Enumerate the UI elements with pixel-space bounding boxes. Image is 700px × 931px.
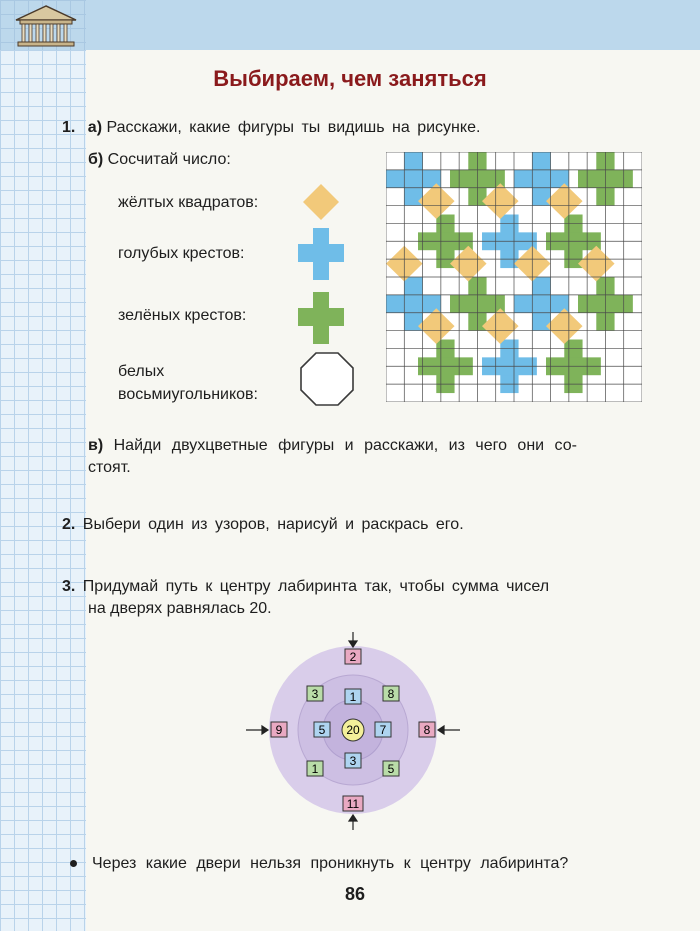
svg-text:9: 9	[275, 723, 283, 737]
pattern-cell	[386, 295, 441, 313]
item-label-white-1: белых	[118, 363, 165, 380]
svg-text:2: 2	[349, 650, 357, 664]
labyrinth-center	[342, 719, 364, 741]
door-outer-bottom[interactable]	[343, 796, 363, 811]
task3-number: 3.	[62, 578, 76, 595]
svg-text:20: 20	[346, 723, 360, 737]
labyrinth	[238, 630, 468, 840]
pattern-cell	[514, 295, 569, 313]
header-band	[0, 0, 700, 50]
pattern-cell	[386, 170, 441, 188]
task3-text-1: Придумай путь к центру лабиринта так, чтобы сумма чисел	[82, 578, 550, 595]
task1-c-text-1: Найди двухцветные фигуры и расскажи, из чего они со-	[113, 437, 577, 454]
task1-a-text: Расскажи, какие фигуры ты видишь на рисунке.	[106, 119, 481, 136]
task1-c-text-2: стоят.	[88, 459, 131, 476]
svg-text:8: 8	[423, 723, 431, 737]
door-middle-bottom-left[interactable]	[307, 761, 323, 776]
svg-text:5: 5	[387, 762, 395, 776]
door-outer-left[interactable]	[271, 722, 287, 737]
task1-number: 1.	[62, 119, 76, 136]
door-inner-top[interactable]	[345, 689, 361, 704]
svg-text:8: 8	[387, 687, 395, 701]
item-label-yellow: жёлтых квадратов:	[118, 194, 259, 211]
task2-number: 2.	[62, 516, 76, 533]
door-middle-bottom-right[interactable]	[383, 761, 399, 776]
white-octagon-icon	[298, 350, 356, 408]
blue-cross-icon	[296, 226, 346, 282]
temple-logo-icon	[14, 4, 78, 48]
task1-c-marker: в)	[88, 437, 104, 454]
door-middle-top-left[interactable]	[307, 686, 323, 701]
door-inner-left[interactable]	[314, 722, 330, 737]
svg-text:1: 1	[311, 762, 319, 776]
page-title: Выбираем, чем заняться	[213, 66, 487, 91]
question-text: Через какие двери нельзя проникнуть к центру лабиринта?	[92, 855, 569, 872]
pattern-cell	[514, 170, 569, 188]
grid-margin	[0, 50, 86, 931]
task1-a-marker: а)	[87, 119, 103, 136]
door-middle-top-right[interactable]	[383, 686, 399, 701]
task2-text: Выбери один из узоров, нарисуй и раскрась его.	[82, 516, 464, 533]
door-outer-right[interactable]	[419, 722, 435, 737]
svg-text:5: 5	[318, 723, 326, 737]
item-label-blue: голубых крестов:	[118, 245, 245, 262]
svg-text:11: 11	[346, 797, 360, 811]
bullet-icon	[70, 860, 77, 867]
task1-line-b	[88, 150, 231, 170]
item-label-white-2: восьмиугольников:	[118, 386, 258, 403]
task2-line	[62, 515, 464, 535]
svg-text:3: 3	[349, 754, 357, 768]
door-inner-right[interactable]	[375, 722, 391, 737]
svg-text:7: 7	[379, 723, 387, 737]
task3-text-2: на дверях равнялась 20.	[88, 600, 272, 617]
task3-line-1	[62, 577, 549, 597]
svg-text:1: 1	[349, 690, 357, 704]
task1-b-text: Сосчитай число:	[107, 151, 231, 168]
svg-text:3: 3	[311, 687, 319, 701]
green-cross-icon	[296, 290, 346, 346]
task1-line-c	[88, 436, 577, 456]
yellow-square-icon	[301, 182, 341, 222]
item-label-green: зелёных крестов:	[118, 307, 247, 324]
door-inner-bottom[interactable]	[345, 753, 361, 768]
task1-b-marker: б)	[88, 151, 104, 168]
door-outer-top[interactable]	[345, 649, 361, 664]
mosaic-pattern	[386, 152, 642, 402]
task1-line-a	[62, 118, 480, 138]
page-number: 86	[344, 884, 366, 904]
